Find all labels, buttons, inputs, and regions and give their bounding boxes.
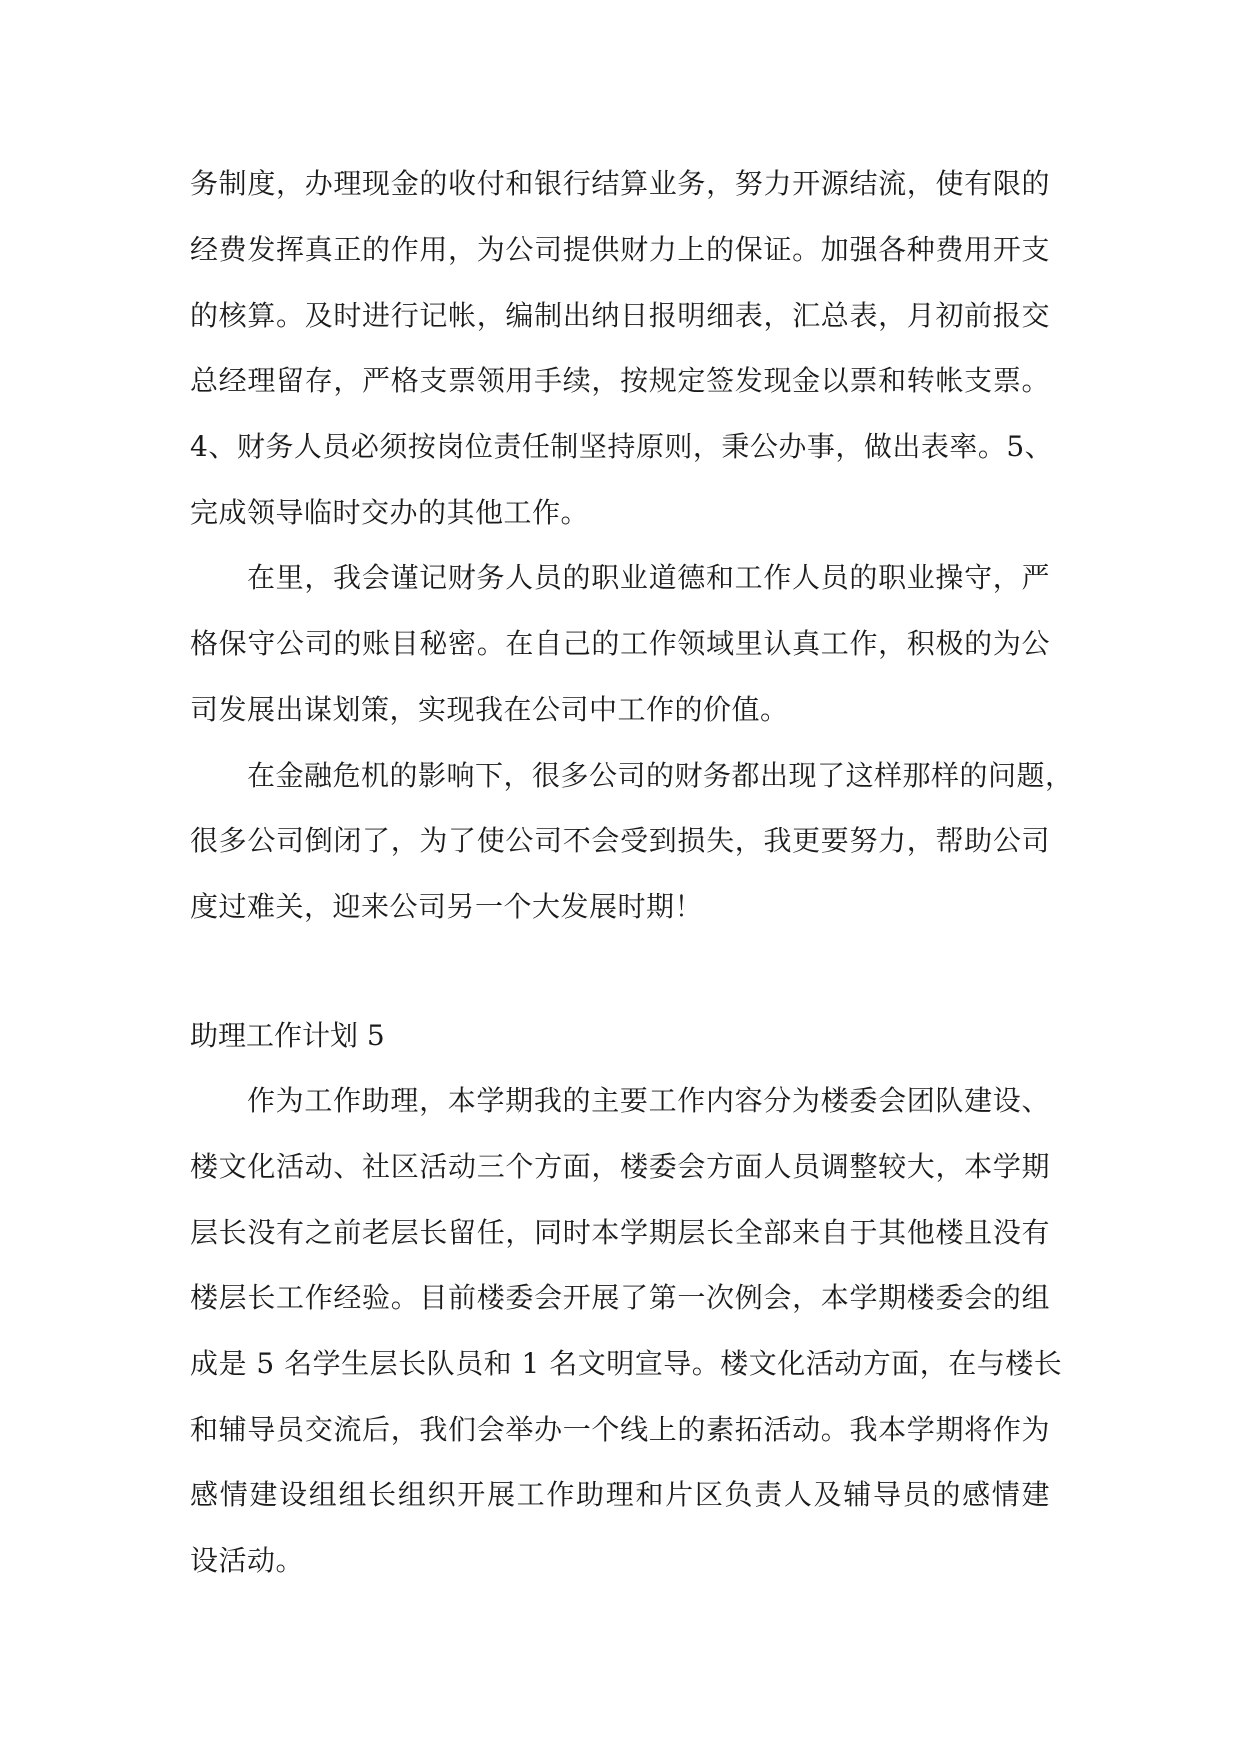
paragraph-line: 司发展出谋划策，实现我在公司中工作的价值。 (190, 693, 789, 726)
paragraph-line: 务制度，办理现金的收付和银行结算业务，努力开源结流，使有限的 (190, 167, 1050, 200)
paragraph-line: 层长没有之前老层长留任，同时本学期层长全部来自于其他楼且没有 (190, 1216, 1050, 1249)
paragraph-line: 在里，我会谨记财务人员的职业道德和工作人员的职业操守，严 (247, 561, 1050, 594)
paragraph-line: 度过难关，迎来公司另一个大发展时期！ (190, 890, 704, 923)
paragraph-line: 很多公司倒闭了，为了使公司不会受到损失，我更要努力，帮助公司 (190, 824, 1050, 857)
paragraph-line: 楼层长工作经验。目前楼委会开展了第一次例会，本学期楼委会的组 (190, 1281, 1050, 1314)
paragraph-line: 设活动。 (190, 1544, 305, 1577)
paragraph-line: 作为工作助理，本学期我的主要工作内容分为楼委会团队建设、 (247, 1084, 1050, 1117)
paragraph-line: 成是 5 名学生层长队员和 1 名文明宣导。楼文化活动方面，在与楼长 (190, 1347, 1063, 1380)
paragraph-line: 格保守公司的账目秘密。在自己的工作领域里认真工作，积极的为公 (190, 627, 1050, 660)
paragraph-line: 经费发挥真正的作用，为公司提供财力上的保证。加强各种费用开支 (190, 233, 1050, 266)
paragraph-line: 在金融危机的影响下，很多公司的财务都出现了这样那样的问题， (247, 759, 1074, 792)
paragraph-line: 楼文化活动、社区活动三个方面，楼委会方面人员调整较大，本学期 (190, 1150, 1050, 1183)
section-heading: 助理工作计划 5 (190, 1019, 385, 1052)
paragraph-line: 4、财务人员必须按岗位责任制坚持原则，秉公办事，做出表率。5、 (190, 430, 1054, 463)
paragraph-line: 总经理留存，严格支票领用手续，按规定签发现金以票和转帐支票。 (190, 364, 1050, 397)
paragraph-line: 和辅导员交流后，我们会举办一个线上的素拓活动。我本学期将作为 (190, 1413, 1050, 1446)
paragraph-line: 感情建设组组长组织开展工作助理和片区负责人及辅导员的感情建 (190, 1478, 1050, 1511)
paragraph-line: 的核算。及时进行记帐，编制出纳日报明细表，汇总表，月初前报交 (190, 299, 1050, 332)
paragraph-line: 完成领导临时交办的其他工作。 (190, 496, 590, 529)
